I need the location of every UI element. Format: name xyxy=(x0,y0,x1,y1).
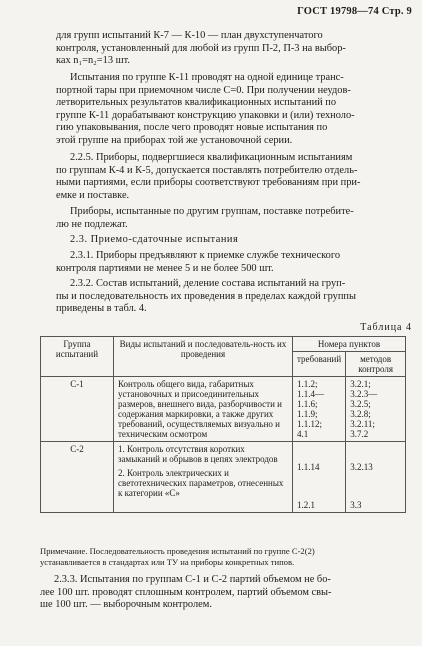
row-text: Контроль общего вида, габаритных установочных и присоединительных размеров, внешнего вида, разборчивости и содержания маркировки, а также других требований, осуществляемых визуально и техническим осмотром xyxy=(114,377,293,442)
tests-table xyxy=(40,336,406,513)
col-header-req: требований xyxy=(293,352,346,377)
method-item: 3.2.11; xyxy=(350,419,375,429)
text-line: летворительных результатов квалификационных испытаний по xyxy=(56,97,337,109)
text-line: пы и последовательность их проведения в пределах каждой группы xyxy=(56,290,356,302)
text-line: 2.3.3. Испытания по группам С-1 и С-2 партий объемом не бо- xyxy=(54,574,331,585)
text-line: группе К-11 дорабатывают конструкцию упаковки и (или) техноло- xyxy=(56,109,355,121)
method-item: 3.2.1; xyxy=(350,379,371,389)
note-line: Примечание. Последовательность проведения испытаний по группе С-2(2) xyxy=(40,546,315,556)
text-line: лее 100 шт. проводят сплошным контролем, партий объемом свы- xyxy=(40,586,332,598)
section-title: 2.3. Приемо-сдаточные испытания xyxy=(70,234,239,245)
method-item: 3.2.13 xyxy=(350,462,373,472)
table-caption: Таблица 4 xyxy=(360,322,412,333)
text-line: этой группе на приборах той же установочной серии. xyxy=(56,134,293,146)
note xyxy=(40,546,410,568)
req-item: 1.1.4— xyxy=(297,389,324,399)
text-line: ше 100 шт. — выборочным контролем. xyxy=(40,599,212,611)
col-header-methods: методов контроля xyxy=(346,352,406,377)
text-line: по группам К-4 и К-5, допускается поставлять потребителю отдель- xyxy=(56,164,358,176)
method-item: 3.2.5; xyxy=(350,399,371,409)
text-line: ными партиями, если приборы соответствуют требованиям при при- xyxy=(56,177,361,189)
paragraph-6 xyxy=(56,278,408,316)
table-row xyxy=(41,377,406,442)
paragraph-5 xyxy=(56,250,408,275)
row-req xyxy=(293,442,346,513)
text-line: приведены в табл. 4. xyxy=(56,303,147,315)
row-methods xyxy=(346,377,406,442)
text-line: ках n₁=n₂=13 шт. xyxy=(56,55,130,67)
method-item: 3.3 xyxy=(350,500,362,510)
req-item: 1.1.2; xyxy=(297,379,318,389)
text-line: гию упаковывания, после чего проводят новые испытания по xyxy=(56,122,328,134)
paragraph-1 xyxy=(56,30,408,68)
text-line: Приборы, испытанные по другим группам, поставке потребите- xyxy=(70,206,354,217)
row-req xyxy=(293,377,346,442)
req-item: 1.1.6; xyxy=(297,399,318,409)
text-line: 2.3.2. Состав испытаний, деление состава испытаний на груп- xyxy=(70,278,346,289)
text-line: контроля, установленный для любой из групп П-2, П-3 на выбор- xyxy=(56,42,346,54)
row-group: С-1 xyxy=(41,377,114,442)
text-line: емке и поставке. xyxy=(56,189,130,201)
paragraph-2 xyxy=(56,72,408,148)
col-header-types: Виды испытаний и последователь-ность их проведения xyxy=(114,337,293,377)
col-header-group: Группа испытаний xyxy=(41,337,114,377)
req-item: 1.1.14 xyxy=(297,462,320,472)
method-item: 3.2.8; xyxy=(350,409,371,419)
row-text xyxy=(114,442,293,513)
req-item: 1.1.12; xyxy=(297,419,323,429)
req-item: 1.1.9; xyxy=(297,409,318,419)
req-item: 1.2.1 xyxy=(297,500,315,510)
text-line: 2.3.1. Приборы предъявляют к приемке службе технического xyxy=(70,250,341,261)
col-header-numbers: Номера пунктов xyxy=(293,337,406,352)
text-line: Испытания по группе К-11 проводят на одной единице транс- xyxy=(70,72,344,83)
req-item: 4.1 xyxy=(297,429,309,439)
paragraph-4 xyxy=(56,206,408,231)
page-header: ГОСТ 19798—74 Стр. 9 xyxy=(297,6,412,17)
note-line: устанавливается в стандартах или ТУ на приборы конкретных типов. xyxy=(40,557,295,567)
method-item: 3.2.3— xyxy=(350,389,378,399)
text-line: 2.2.5. Приборы, подвергшиеся квалификационным испытаниям xyxy=(70,152,353,163)
text-line: для групп испытаний К-7 — К-10 — план двухступенчатого xyxy=(56,30,323,41)
paragraph-7 xyxy=(40,574,408,612)
method-item: 3.7.2 xyxy=(350,429,369,439)
row-subitem: 2. Контроль электрических и светотехнических параметров, отнесенных к категории «С» xyxy=(118,468,284,498)
text-line: контроля партиями не менее 5 и не более 500 шт. xyxy=(56,262,274,274)
row-methods xyxy=(346,442,406,513)
table-row xyxy=(41,442,406,513)
text-line: лю не подлежат. xyxy=(56,218,128,230)
row-subitem: 1. Контроль отсутствия коротких замыканий и обрывов в цепях электродов xyxy=(118,444,278,464)
paragraph-3 xyxy=(56,152,408,202)
text-line: портной тары при приемочном числе С=0. При получении неудов- xyxy=(56,84,351,96)
row-group: С-2 xyxy=(41,442,114,513)
